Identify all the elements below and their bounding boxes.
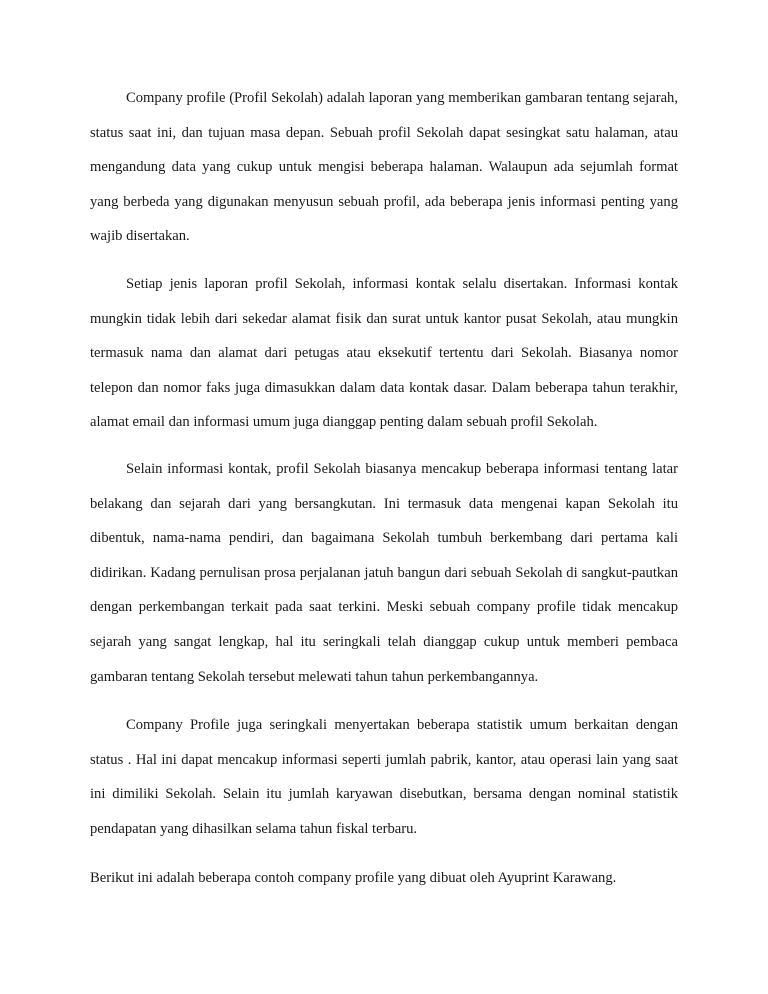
paragraph-contact-info: [90, 267, 678, 440]
paragraph-text: Setiap jenis laporan profil Sekolah, informasi kontak selalu disertakan. Informasi kontak mungkin tidak lebih dari sekedar alamat fisik dan surat untuk kantor pusat Sekolah, atau mungkin termasuk nama dan alamat dari petugas atau eksekutif tertentu dari Sekolah. Biasanya nomor telepon dan nomor faks juga dimasukkan dalam data kontak dasar. Dalam beberapa tahun terakhir, alamat email dan informasi umum juga dianggap penting dalam sebuah profil Sekolah.: [90, 276, 678, 431]
paragraph-text: Berikut ini adalah beberapa contoh company profile yang dibuat oleh Ayuprint Karawang.: [90, 870, 617, 886]
paragraph-text: Company profile (Profil Sekolah) adalah laporan yang memberikan gambaran tentang sejarah, status saat ini, dan tujuan masa depan. Sebuah profil Sekolah dapat sesingkat satu halaman, atau mengandung data yang cukup untuk mengisi beberapa halaman. Walaupun ada sejumlah format yang berbeda yang digunakan menyusun sebuah profil, ada beberapa jenis informasi penting yang wajib disertakan.: [90, 90, 678, 245]
paragraph-statistics: [90, 708, 678, 846]
paragraph-closing: [90, 861, 678, 896]
paragraph-text: Selain informasi kontak, profil Sekolah biasanya mencakup beberapa informasi tentang latar belakang dan sejarah dari yang bersangkutan. Ini termasuk data mengenai kapan Sekolah itu dibentuk, nama-nama pendiri, dan bagaimana Sekolah tumbuh berkembang dari pertama kali didirikan. Kadang pernulisan prosa perjalanan jatuh bangun dari sebuah Sekolah di sangkut-pautkan dengan perkembangan terkait pada saat terkini. Meski sebuah company profile tidak mencakup sejarah yang sangat lengkap, hal itu seringkali telah dianggap cukup untuk memberi pembaca gambaran tentang Sekolah tersebut melewati tahun tahun perkembangannya.: [90, 461, 678, 685]
paragraph-intro: [90, 81, 678, 254]
paragraph-history: [90, 452, 678, 694]
paragraph-text: Company Profile juga seringkali menyertakan beberapa statistik umum berkaitan dengan status . Hal ini dapat mencakup informasi seperti jumlah pabrik, kantor, atau operasi lain yang saat ini dimiliki Sekolah. Selain itu jumlah karyawan disebutkan, bersama dengan nominal statistik pendapatan yang dihasilkan selama tahun fiskal terbaru.: [90, 717, 678, 837]
